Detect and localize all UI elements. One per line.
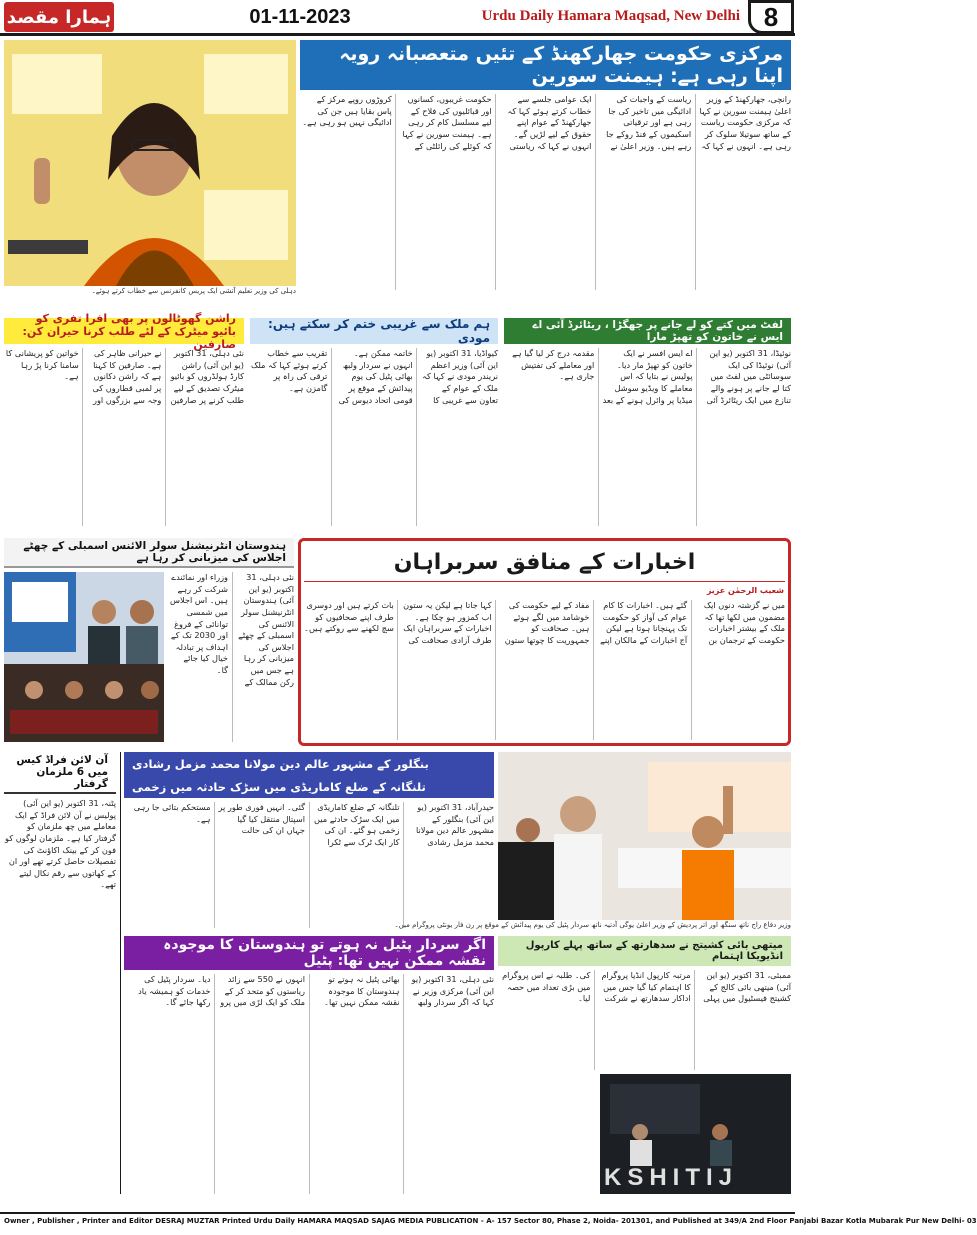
page-number: 8 bbox=[748, 0, 794, 34]
story6-body: حیدرآباد، 31 اکتوبر (یو این آئی) بنگلور کے مشہور عالم دین مولانا محمد مزمل رشادی تلنگانہ کے ضلع کاماریڈی میں ایک سڑک حادثے میں زخمی ہو گئے۔ ان کی کار ایک ٹرک سے ٹکرا گئی۔ انہیں فوری طور پر اسپتال منتقل کیا گیا جہاں ان کی حالت مستحکم بتائی جا رہی ہے۔ bbox=[133, 802, 494, 847]
kshitij-banner: KSHITIJ bbox=[604, 1164, 739, 1191]
story1-headline: مرکزی حکومت جھارکھنڈ کے تئیں متعصبانہ رویہ اپنا رہی ہے: ہیمنت سورین bbox=[300, 40, 791, 90]
run-for-unity-art bbox=[498, 752, 791, 920]
story6-headline-line1: بنگلور کے مشہور عالم دین مولانا محمد مزمل رشادی bbox=[124, 752, 494, 776]
story1-body: رانچی، جھارکھنڈ کے وزیر اعلیٰ ہیمنت سورین نے کہا کہ مرکزی حکومت ریاست کے ساتھ سوتیلا سلوک کر رہی ہے۔ انہوں نے کہا کہ ریاست کے واجبات کی ادائیگی میں تاخیر کی جا رہی ہے اور ترقیاتی اسکیموں کے فنڈ روکے جا رہے ہیں۔ وزیر اعلیٰ نے ایک عوامی جلسے سے خطاب کرتے ہوئے کہا کہ جھارکھنڈ کے عوام اپنے حقوق کے لیے لڑیں گے۔ انہوں نے کہا کہ ریاستی حکومت غریبوں، کسانوں اور قبائلیوں کی فلاح کے لیے مسلسل کام کر رہی ہے۔ ہیمنت سورین نے کہا کہ کوئلے کی رائلٹی کے کروڑوں روپے مرکز کے پاس بقایا ہیں جن کی ادائیگی نہیں ہو رہی ہے۔ bbox=[302, 94, 791, 151]
story8-body: نئی دہلی، 31 اکتوبر (یو این آئی) مرکزی وزیر نے کہا کہ اگر سردار ولبھ بھائی پٹیل نہ ہوتے تو ہندوستان کا موجودہ نقشہ ممکن نہیں تھا۔ انہوں نے 550 سے زائد ریاستوں کو متحد کر کے ملک کو ایک لڑی میں پرو دیا۔ سردار پٹیل کی خدمات کو ہمیشہ یاد رکھا جائے گا۔ bbox=[138, 974, 494, 1008]
column-divider bbox=[120, 752, 121, 1194]
run-for-unity-photo bbox=[498, 752, 791, 920]
newspaper-name: Urdu Daily Hamara Maqsad, New Delhi bbox=[481, 8, 740, 24]
editorial-headline: اخبارات کے منافق سربراہان bbox=[304, 544, 785, 582]
run-for-unity-caption: وزیر دفاع راج ناتھ سنگھ اور اتر پردیش کے وزیر اعلیٰ یوگی آدتیہ ناتھ سردار پٹیل کی یوم پیدائش کے موقع پر رن فار یونٹی پروگرام میں۔ bbox=[394, 921, 791, 929]
story5-headline: ہندوستان انٹرنیشنل سولر الائنس اسمبلی کے چھٹے اجلاس کی میزبانی کر رہا ہے bbox=[4, 538, 294, 568]
story8-headline: اگر سردار پٹیل نہ ہوتے تو ہندوستان کا موجودہ نقشہ ممکن نہیں تھا: پٹیل bbox=[124, 936, 494, 970]
story7-body: پٹنہ، 31 اکتوبر (یو این آئی) پولیس نے آن لائن فراڈ کے ایک معاملے میں چھ ملزمان کو گرفتار کیا ہے۔ ملزمان لوگوں کو فون کر کے بینک اکاؤنٹ کی تفصیلات حاصل کرتے تھے اور ان کے کھاتوں سے رقم نکال لیتے تھے۔ bbox=[4, 798, 116, 890]
story9-body: ممبئی، 31 اکتوبر (یو این آئی) میتھی بائی کالج کے کشیتج فیسٹیول میں پہلی مرتبہ کارپول انڈیا پروگرام کا اہتمام کیا گیا جس میں اداکار سدھارتھ نے شرکت کی۔ طلبہ نے اس پروگرام میں بڑی تعداد میں حصہ لیا۔ bbox=[502, 970, 791, 1004]
story5-body: نئی دہلی، 31 اکتوبر (یو این آئی) ہندوستان انٹرنیشنل سولر الائنس کی اسمبلی کے چھٹے اجلاس کی میزبانی کر رہا ہے جس میں رکن ممالک کے وزراء اور نمائندے شرکت کر رہے ہیں۔ اس اجلاس میں شمسی توانائی کے فروغ اور 2030 تک کے اہداف پر تبادلہ خیال کیا جائے گا۔ bbox=[170, 572, 294, 687]
solar-conference-art bbox=[4, 572, 164, 742]
atishi-photo bbox=[4, 40, 296, 286]
story3-headline: ہم ملک سے غریبی ختم کر سکتے ہیں: مودی bbox=[250, 318, 498, 344]
story7-headline: آن لائن فراڈ کیس میں 6 ملزمان گرفتار bbox=[4, 752, 116, 794]
atishi-photo-art bbox=[4, 40, 296, 286]
footer-imprint: Owner , Publisher , Printer and Editor DESRAJ MUZTAR Printed Urdu Daily HAMARA MAQSAD SAJAG MEDIA PUBLICATION - A- 157 Sector 80, Phase 2, Noida- 201301, and Published at 349/A 2nd Floor Panjabi Bazar Kotla Mubarak Pur New Delhi- 03 bbox=[4, 1217, 977, 1225]
solar-conference-photo bbox=[4, 572, 164, 742]
story2-headline: لفٹ میں کتے کو لے جانے پر جھگڑا ، ریٹائرڈ آئی اے ایس نے خاتون کو تھپڑ مارا bbox=[504, 318, 791, 344]
issue-date: 01-11-2023 bbox=[249, 6, 351, 28]
story9-headline: میتھی بائی کشیتج نے سدھارتھ کے ساتھ پہلے کارپول انڈیویکا اہتمام bbox=[498, 936, 791, 966]
atishi-photo-caption: دہلی کی وزیر تعلیم آتشی ایک پریس کانفرنس سے خطاب کرتے ہوئے۔ bbox=[91, 287, 296, 295]
editorial-author: شعیب الرحمٰن عزیز bbox=[706, 586, 784, 595]
editorial-body: میں نے گزشتہ دنوں ایک مضمون میں لکھا تھا کہ ملک کے بیشتر اخبارات حکومت کے ترجمان بن گئے ہیں۔ اخبارات کا کام عوام کی آواز کو حکومت تک پہنچانا ہوتا ہے لیکن آج اخبارات کے مالکان اپنے مفاد کے لیے حکومت کی خوشامد میں لگے ہوئے ہیں۔ صحافت کو جمہوریت کا چوتھا ستون کہا جاتا ہے لیکن یہ ستون اب کمزور ہو چکا ہے۔ اخبارات کے سربراہان ایک طرف آزادی صحافت کی بات کرتے ہیں اور دوسری طرف اپنے صحافیوں کو سچ لکھنے سے روکتے ہیں۔ bbox=[304, 600, 785, 645]
newspaper-logo: ہمارا مقصد bbox=[4, 2, 114, 32]
story6-headline-line2: تلنگانہ کے ضلع کاماریڈی میں سڑک حادثہ میں زخمی bbox=[124, 776, 494, 798]
story3-body: کیواڈیا، 31 اکتوبر (یو این آئی) وزیر اعظم نریندر مودی نے کہا کہ ملک کے عوام کے تعاون سے غریبی کا خاتمہ ممکن ہے۔ انہوں نے سردار ولبھ بھائی پٹیل کی یوم پیدائش کے موقع پر قومی اتحاد دیوس کی تقریب سے خطاب کرتے ہوئے کہا کہ ملک ترقی کی راہ پر گامزن ہے۔ bbox=[251, 348, 498, 405]
story4-headline: راشن گھوٹالوں پر بھی افرا تفری کو بائیو میٹرک کے لئے طلب کرنا حیران کن: صارفین bbox=[4, 318, 244, 344]
masthead bbox=[0, 0, 795, 36]
story4-body: نئی دہلی، 31 اکتوبر (یو این آئی) راشن کارڈ ہولڈروں کو بائیو میٹرک تصدیق کے لیے طلب کرنے پر صارفین نے حیرانی ظاہر کی ہے۔ صارفین کا کہنا ہے کہ راشن دکانوں پر لمبی قطاروں کی وجہ سے بزرگوں اور خواتین کو پریشانی کا سامنا کرنا پڑ رہا ہے۔ bbox=[5, 348, 244, 405]
footer-rule bbox=[0, 1212, 795, 1214]
story2-body: نوئیڈا، 31 اکتوبر (یو این آئی) نوئیڈا کی ایک سوسائٹی میں لفٹ میں کتا لے جانے پر ہونے والے تنازع میں ایک ریٹائرڈ آئی اے ایس افسر نے ایک خاتون کو تھپڑ مار دیا۔ پولیس نے بتایا کہ اس معاملے کا ویڈیو سوشل میڈیا پر وائرل ہونے کے بعد مقدمہ درج کر لیا گیا ہے اور معاملے کی تفتیش جاری ہے۔ bbox=[512, 348, 791, 405]
